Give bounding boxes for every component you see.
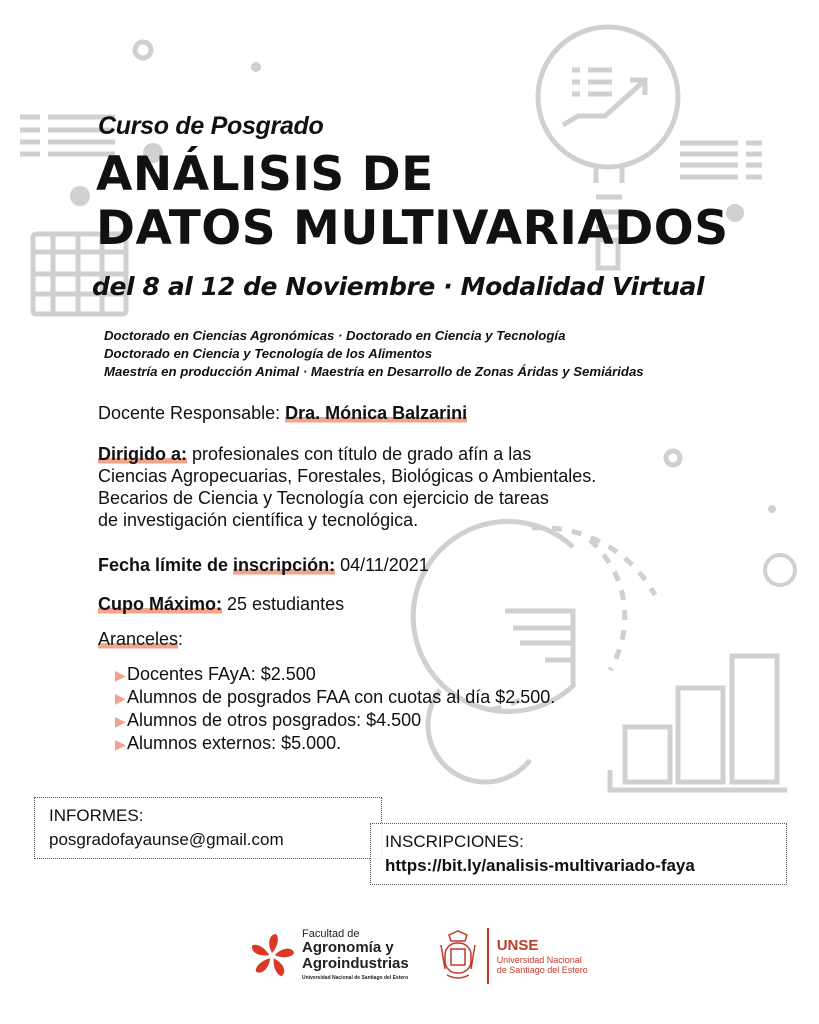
triangle-bullet-icon: ▶	[115, 667, 126, 683]
triangle-bullet-icon: ▶	[115, 713, 126, 729]
dirigido-text: profesionales con título de grado afín a las	[187, 444, 532, 464]
program-line: Maestría en producción Animal · Maestría en Desarrollo de Zonas Áridas y Semiáridas	[104, 364, 644, 379]
informes-email-link[interactable]: posgradofayaunse@gmail.com	[49, 830, 284, 849]
faya-line: Agronomía y	[302, 939, 394, 956]
unse-line: de Santiago del Estero	[496, 965, 588, 975]
faya-line: Universidad Nacional de Santiago del Estero	[302, 975, 409, 981]
docente-label: Docente Responsable:	[98, 403, 286, 423]
fee-item	[115, 663, 555, 686]
course-title	[96, 148, 729, 256]
flower-logo-icon	[248, 932, 296, 980]
inscripciones-box	[370, 823, 787, 885]
fecha-value: 04/11/2021	[335, 555, 429, 575]
informes-box	[34, 797, 382, 859]
course-dates: del 8 al 12 de Noviembre · Modalidad Virtual	[92, 272, 705, 301]
inscripciones-url-link[interactable]: https://bit.ly/analisis-multivariado-faya	[385, 856, 695, 875]
cupo-value: 25 estudiantes	[222, 594, 345, 614]
program-line: Doctorado en Ciencias Agronómicas · Doctorado en Ciencia y Tecnología	[104, 328, 566, 343]
unse-logo	[437, 928, 588, 984]
fecha-row	[98, 554, 429, 576]
docente-row	[98, 402, 467, 424]
ring-icon	[135, 42, 151, 58]
aranceles-colon: :	[178, 629, 184, 649]
gear-icon-small	[765, 555, 795, 585]
unse-line: Universidad Nacional	[496, 955, 582, 965]
programs-list	[104, 327, 644, 381]
dirigido-text: Ciencias Agropecuarias, Forestales, Biológicas o Ambientales.	[98, 466, 597, 486]
program-line: Doctorado en Ciencia y Tecnología de los Alimentos	[104, 346, 433, 361]
unse-acronym: UNSE	[496, 937, 539, 954]
dirigido-block	[98, 443, 596, 531]
aranceles-list	[115, 663, 555, 755]
fee-item	[115, 686, 555, 709]
fee-text: Alumnos externos: $5.000.	[127, 733, 342, 753]
fee-item	[115, 709, 555, 732]
inscripciones-label: INSCRIPCIONES:	[385, 832, 524, 851]
aranceles-heading	[98, 628, 183, 650]
cupo-row	[98, 593, 344, 615]
fee-text: Alumnos de posgrados FAA con cuotas al día $2.500.	[127, 687, 556, 707]
fecha-label-highlight: inscripción:	[233, 555, 336, 575]
fecha-label: Fecha límite de	[98, 555, 234, 575]
footer-logos	[248, 928, 588, 984]
faya-logo	[248, 928, 409, 984]
fee-text: Docentes FAyA: $2.500	[127, 664, 316, 684]
bar-chart-icon	[610, 656, 787, 790]
coat-of-arms-icon	[437, 929, 479, 983]
course-title-line2: DATOS MULTIVARIADOS	[96, 201, 729, 256]
cupo-label: Cupo Máximo:	[98, 594, 222, 614]
aranceles-label: Aranceles	[98, 629, 179, 649]
informes-label: INFORMES:	[49, 806, 144, 825]
course-type-label: Curso de Posgrado	[98, 112, 324, 140]
unse-logo-text	[497, 937, 588, 975]
docente-name: Dra. Mónica Balzarini	[285, 403, 468, 423]
dirigido-label: Dirigido a:	[98, 444, 187, 464]
logo-divider	[487, 928, 489, 984]
course-title-line1: ANÁLISIS DE	[96, 147, 434, 202]
faya-logo-text	[302, 928, 409, 984]
dirigido-text: Becarios de Ciencia y Tecnología con ejercicio de tareas	[98, 488, 549, 508]
triangle-bullet-icon: ▶	[115, 736, 126, 752]
triangle-bullet-icon: ▶	[115, 690, 126, 706]
faya-line: Agroindustrias	[302, 955, 409, 972]
fee-text: Alumnos de otros posgrados: $4.500	[127, 710, 422, 730]
dot-icon	[251, 62, 261, 72]
fee-item	[115, 732, 555, 755]
faya-line: Facultad de	[302, 928, 360, 940]
dirigido-text: de investigación científica y tecnológica.	[98, 510, 419, 530]
